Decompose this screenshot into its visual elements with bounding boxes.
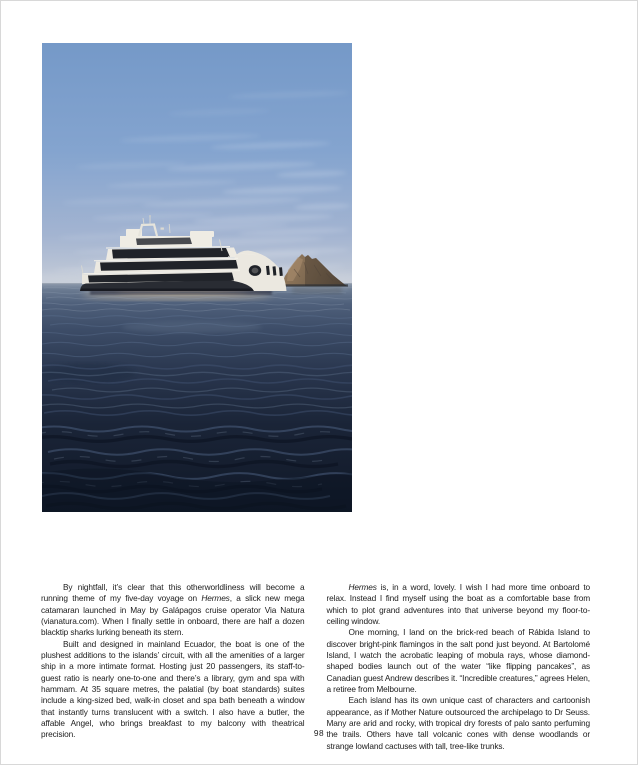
paragraph-4: One morning, I land on the brick-red beach of Rábida Island to discover bright-pink flamingos in the salt pond just beyond. At Bartolomé Island, I watch the acrobatic leaping of mobula rays, whose diamond-shaped bodies launch out of the water “like flipping pancakes”, as Canadian guest Andrew describes it. “Incredible creatures,” agrees Helen, a retiree from Melbourne. — [326, 627, 590, 695]
paragraph-text: , a slick new mega catamaran launched in May by Galápagos cruise operator Via Natura (vianatura.com). When I finally settle in onboard, there are half a dozen blacktip sharks lurking beneath its stern. — [41, 593, 305, 638]
paragraph-text: is, in a word, lovely. I wish I had more time onboard to relax. Instead I find myself using the boat as a comfortable base from which to plot grand adventures into that universe beyond my floor-to-ceiling window. — [326, 582, 590, 627]
paragraph-2: Built and designed in mainland Ecuador, the boat is one of the plushest additions to the islands’ circuit, with all the amenities of a larger ship in a more intimate format. Hosting just 20 passengers, its staff-to-guest ratio is nearly one-to-one and there’s a library, gym and spa with hammam. At 35 square metres, the palatial (by boat standards) suites include a king-sized bed, walk-in closet and spa bath beneath a window that instantly turns translucent with a switch. I also have a butler, the affable Angel, who brings breakfast to my balcony with theatrical precision. — [41, 638, 305, 740]
sea-region — [42, 283, 352, 512]
article-body — [41, 582, 590, 752]
page-number: 98 — [313, 728, 325, 738]
article-column-1 — [41, 582, 305, 752]
yacht-photo — [42, 43, 352, 512]
page-footer — [0, 728, 638, 738]
paragraph-text: By nightfall, it’s clear that this otherworldliness will become a running theme of my five-day voyage on — [41, 582, 305, 604]
boat-name-italic: Hermes — [348, 582, 377, 592]
paragraph-1 — [41, 582, 305, 639]
paragraph-5: Each island has its own unique cast of characters and cartoonish appearance, as if Mother Nature outsourced the archipelago to Dr Seuss. Many are arid and rocky, with tropical dry forests of palo santo perfuming the trails. Others have tall volcanic cones with dense woodlands or strange lowland cactuses with tall, tree-like trunks. — [326, 695, 590, 751]
catamaran-sea-illustration — [42, 43, 352, 512]
boat-name-italic: Hermes — [201, 593, 230, 604]
article-column-2 — [327, 582, 591, 752]
paragraph-3 — [327, 582, 591, 627]
